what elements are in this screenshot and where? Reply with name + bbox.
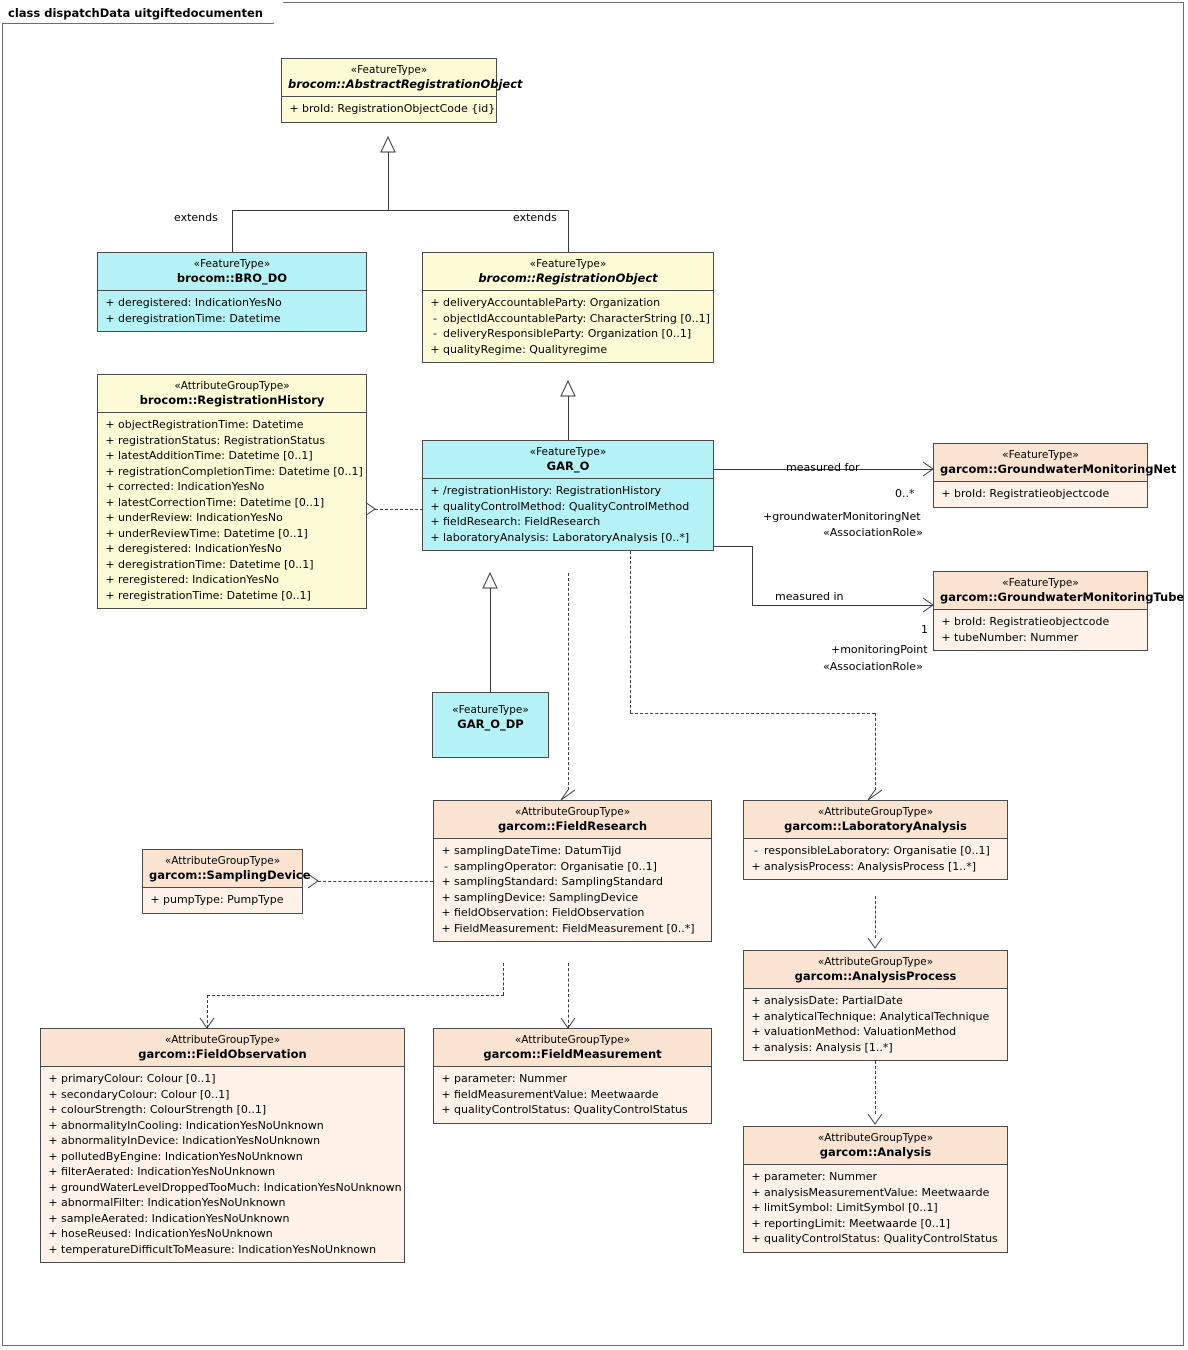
label-net-multiplicity: 0..*	[895, 487, 915, 500]
attribute-row: + fieldMeasurementValue: Meetwaarde	[441, 1087, 659, 1101]
attribute-row: + analysisMeasurementValue: Meetwaarde	[751, 1185, 990, 1199]
dep-line-fieldobservation-v1	[503, 963, 504, 995]
class-attributes	[434, 1066, 711, 1123]
attribute-row: + abnormalityInCooling: IndicationYesNoUnknown	[48, 1118, 324, 1132]
attribute-row: + sampleAerated: IndicationYesNoUnknown	[48, 1211, 290, 1225]
attribute-row: + parameter: Nummer	[441, 1072, 568, 1085]
attribute-row: + fieldObservation: FieldObservation	[441, 906, 645, 919]
dep-line-fieldmeasurement	[568, 963, 569, 1028]
class-field-research[interactable]	[433, 800, 712, 942]
attribute-row: + samplingDateTime: DatumTijd	[441, 844, 622, 857]
attribute-row: + analyticalTechnique: AnalyticalTechnique	[751, 1009, 990, 1023]
attribute-row: + abnormalityInDevice: IndicationYesNoUnknown	[48, 1134, 321, 1147]
attribute-row: + underReview: IndicationYesNo	[105, 511, 283, 524]
class-analysis[interactable]	[743, 1126, 1008, 1253]
label-measured-for: measured for	[786, 461, 860, 474]
class-field-measurement[interactable]	[433, 1028, 712, 1124]
dep-line-registrationhistory	[375, 509, 423, 510]
class-header: «AttributeGroupType» garcom::SamplingDevice	[149, 855, 311, 882]
attribute-row: + analysisProcess: AnalysisProcess [1..*]	[751, 859, 977, 873]
dep-line-analysisprocess	[875, 896, 876, 938]
attribute-row: + /registrationHistory: RegistrationHistory	[430, 484, 662, 497]
label-extends-left: extends	[174, 211, 218, 224]
attribute-row: + qualityRegime: Qualityregime	[430, 342, 608, 356]
class-attributes	[41, 1066, 404, 1262]
dep-line-fieldresearch	[568, 573, 569, 790]
gen-line-to-brodo	[232, 210, 233, 252]
gen-line-to-registrationobject	[568, 210, 569, 252]
attribute-row: + groundWaterLevelDroppedTooMuch: IndicationYesNoUnknown	[48, 1180, 402, 1194]
attribute-row: + deregistrationTime: Datetime	[105, 311, 281, 325]
attribute-row: + primaryColour: Colour [0..1]	[48, 1072, 216, 1085]
label-tube-multiplicity: 1	[921, 623, 928, 636]
attribute-row: + fieldResearch: FieldResearch	[430, 515, 601, 528]
attribute-row: + reregistered: IndicationYesNo	[105, 573, 280, 586]
attribute-row: + broId: Registratieobjectcode	[941, 615, 1110, 628]
attribute-row: + temperatureDifficultToMeasure: IndicationYesNoUnknown	[48, 1242, 377, 1256]
class-header: «FeatureType» GAR_O_DP	[452, 704, 529, 731]
class-attributes	[934, 609, 1147, 650]
class-header: «AttributeGroupType» garcom::FieldObservation	[138, 1034, 307, 1061]
attribute-row: + reportingLimit: Meetwaarde [0..1]	[751, 1216, 951, 1230]
dep-line-lab-vertical-down	[875, 713, 876, 790]
class-attributes	[934, 481, 1147, 507]
class-analysis-process[interactable]	[743, 950, 1008, 1061]
class-header: «AttributeGroupType» garcom::AnalysisProcess	[794, 956, 957, 983]
class-registration-object[interactable]	[422, 252, 714, 363]
class-header: «AttributeGroupType» garcom::LaboratoryAnalysis	[784, 806, 967, 833]
attribute-row: + laboratoryAnalysis: LaboratoryAnalysis [0..*]	[430, 530, 690, 544]
dep-line-samplingdevice	[318, 881, 433, 882]
label-measured-in: measured in	[775, 590, 844, 603]
attribute-row: + parameter: Nummer	[751, 1170, 878, 1183]
attribute-row: + valuationMethod: ValuationMethod	[751, 1025, 957, 1038]
class-header: «FeatureType» garcom::GroundwaterMonitoringTube	[940, 577, 1185, 604]
attribute-row: + registrationStatus: RegistrationStatus	[105, 433, 326, 447]
class-header: «FeatureType» garcom::GroundwaterMonitoringNet	[940, 449, 1177, 476]
attribute-row: + latestCorrectionTime: Datetime [0..1]	[105, 495, 325, 509]
label-tube-role-stereotype: «AssociationRole»	[823, 660, 923, 673]
attribute-row: + objectRegistrationTime: Datetime	[105, 418, 304, 431]
attribute-row: + corrected: IndicationYesNo	[105, 480, 265, 493]
label-extends-right: extends	[513, 211, 557, 224]
class-header: «FeatureType» brocom::RegistrationObject	[478, 258, 658, 285]
attribute-row: + deregistered: IndicationYesNo	[105, 542, 282, 555]
dep-line-lab-vertical-up	[630, 546, 631, 713]
attribute-row: + hoseReused: IndicationYesNoUnknown	[48, 1227, 273, 1240]
label-net-role: +groundwaterMonitoringNet	[763, 510, 921, 523]
class-header: «FeatureType» brocom::BRO_DO	[176, 258, 288, 285]
class-laboratory-analysis[interactable]	[743, 800, 1008, 880]
attribute-row: + registrationCompletionTime: Datetime [0..1]	[105, 464, 363, 478]
class-field-observation[interactable]	[40, 1028, 405, 1263]
gen-line-garo-to-registrationobject	[568, 396, 569, 440]
label-tube-role: +monitoringPoint	[831, 643, 928, 656]
attribute-row: + analysis: Analysis [1..*]	[751, 1040, 893, 1054]
class-abstract-registration-object[interactable]	[281, 58, 523, 123]
class-gar-o[interactable]	[422, 440, 714, 551]
class-attributes	[434, 838, 711, 941]
attribute-row: + secondaryColour: Colour [0..1]	[48, 1087, 230, 1101]
class-attributes	[744, 1164, 1007, 1252]
attribute-row: + reregistrationTime: Datetime [0..1]	[105, 588, 311, 602]
attribute-row: + qualityControlMethod: QualityControlMethod	[430, 499, 690, 513]
class-attributes	[744, 988, 1007, 1060]
attribute-row: + FieldMeasurement: FieldMeasurement [0..*]	[441, 921, 695, 935]
attribute-row: + colourStrength: ColourStrength [0..1]	[48, 1103, 267, 1116]
class-sampling-device[interactable]	[142, 849, 311, 914]
dep-line-fieldobservation-h	[207, 995, 504, 996]
attribute-row: + deliveryAccountableParty: Organization	[430, 296, 661, 309]
class-registration-history[interactable]	[97, 374, 367, 609]
attribute-row: + samplingDevice: SamplingDevice	[441, 890, 639, 904]
label-net-role-stereotype: «AssociationRole»	[823, 526, 923, 539]
attribute-row: + filterAerated: IndicationYesNoUnknown	[48, 1165, 276, 1178]
diagram-frame-title: class dispatchData uitgiftedocumenten	[2, 2, 274, 24]
class-attributes	[423, 478, 713, 550]
dep-line-fieldobservation-v2	[207, 995, 208, 1028]
class-attributes	[423, 290, 713, 362]
class-header: «AttributeGroupType» garcom::FieldResearch	[497, 806, 648, 833]
class-bro-do[interactable]	[97, 252, 367, 332]
attribute-row: + broId: Registratieobjectcode	[941, 487, 1110, 500]
attribute-row: + broId: RegistrationObjectCode {id}	[289, 102, 496, 115]
attribute-row: + pumpType: PumpType	[150, 893, 284, 906]
attribute-row: - samplingOperator: Organisatie [0..1]	[444, 859, 657, 873]
assoc-line-tube-stub	[714, 546, 753, 547]
class-groundwater-monitoring-net[interactable]	[933, 443, 1177, 508]
attribute-row: + samplingStandard: SamplingStandard	[441, 875, 664, 888]
attribute-row: + deregistered: IndicationYesNo	[105, 296, 282, 309]
class-attributes	[98, 290, 366, 331]
attribute-row: + underReviewTime: Datetime [0..1]	[105, 526, 308, 540]
attribute-row: + abnormalFilter: IndicationYesNoUnknown	[48, 1196, 286, 1209]
attribute-row: + tubeNumber: Nummer	[941, 630, 1079, 644]
class-gar-o-dp[interactable]	[432, 692, 549, 758]
attribute-row: + pollutedByEngine: IndicationYesNoUnknown	[48, 1149, 303, 1163]
class-header: «AttributeGroupType» garcom::FieldMeasurement	[483, 1034, 662, 1061]
dep-line-analysis	[875, 1056, 876, 1114]
class-header: «FeatureType» brocom::AbstractRegistrationObject	[288, 64, 523, 91]
attribute-row: - deliveryResponsibleParty: Organization [0..1]	[433, 327, 692, 340]
assoc-line-measured-in	[752, 605, 933, 606]
class-header: «AttributeGroupType» brocom::RegistrationHistory	[139, 380, 325, 407]
attribute-row: + analysisDate: PartialDate	[751, 994, 903, 1007]
attribute-row: + deregistrationTime: Datetime [0..1]	[105, 557, 314, 571]
attribute-row: - responsibleLaboratory: Organisatie [0..1]	[754, 844, 990, 857]
gen-line-vertical-root	[388, 152, 389, 210]
attribute-row: + qualityControlStatus: QualityControlStatus	[751, 1232, 998, 1245]
class-attributes	[143, 887, 302, 913]
attribute-row: + qualityControlStatus: QualityControlStatus	[441, 1103, 688, 1116]
class-header: «FeatureType» GAR_O	[529, 446, 607, 473]
attribute-row: + limitSymbol: LimitSymbol [0..1]	[751, 1201, 938, 1214]
attribute-row: - objectIdAccountableParty: CharacterString [0..1]	[433, 311, 710, 325]
assoc-line-tube-vertical	[752, 546, 753, 605]
class-attributes	[744, 838, 1007, 879]
gen-line-garodp-to-garo	[490, 588, 491, 692]
class-header: «AttributeGroupType» garcom::Analysis	[817, 1132, 934, 1159]
class-attributes	[98, 412, 366, 608]
class-attributes	[282, 96, 496, 122]
class-groundwater-monitoring-tube[interactable]	[933, 571, 1185, 651]
attribute-row: + latestAdditionTime: Datetime [0..1]	[105, 449, 313, 462]
dep-line-lab-horizontal	[630, 713, 875, 714]
